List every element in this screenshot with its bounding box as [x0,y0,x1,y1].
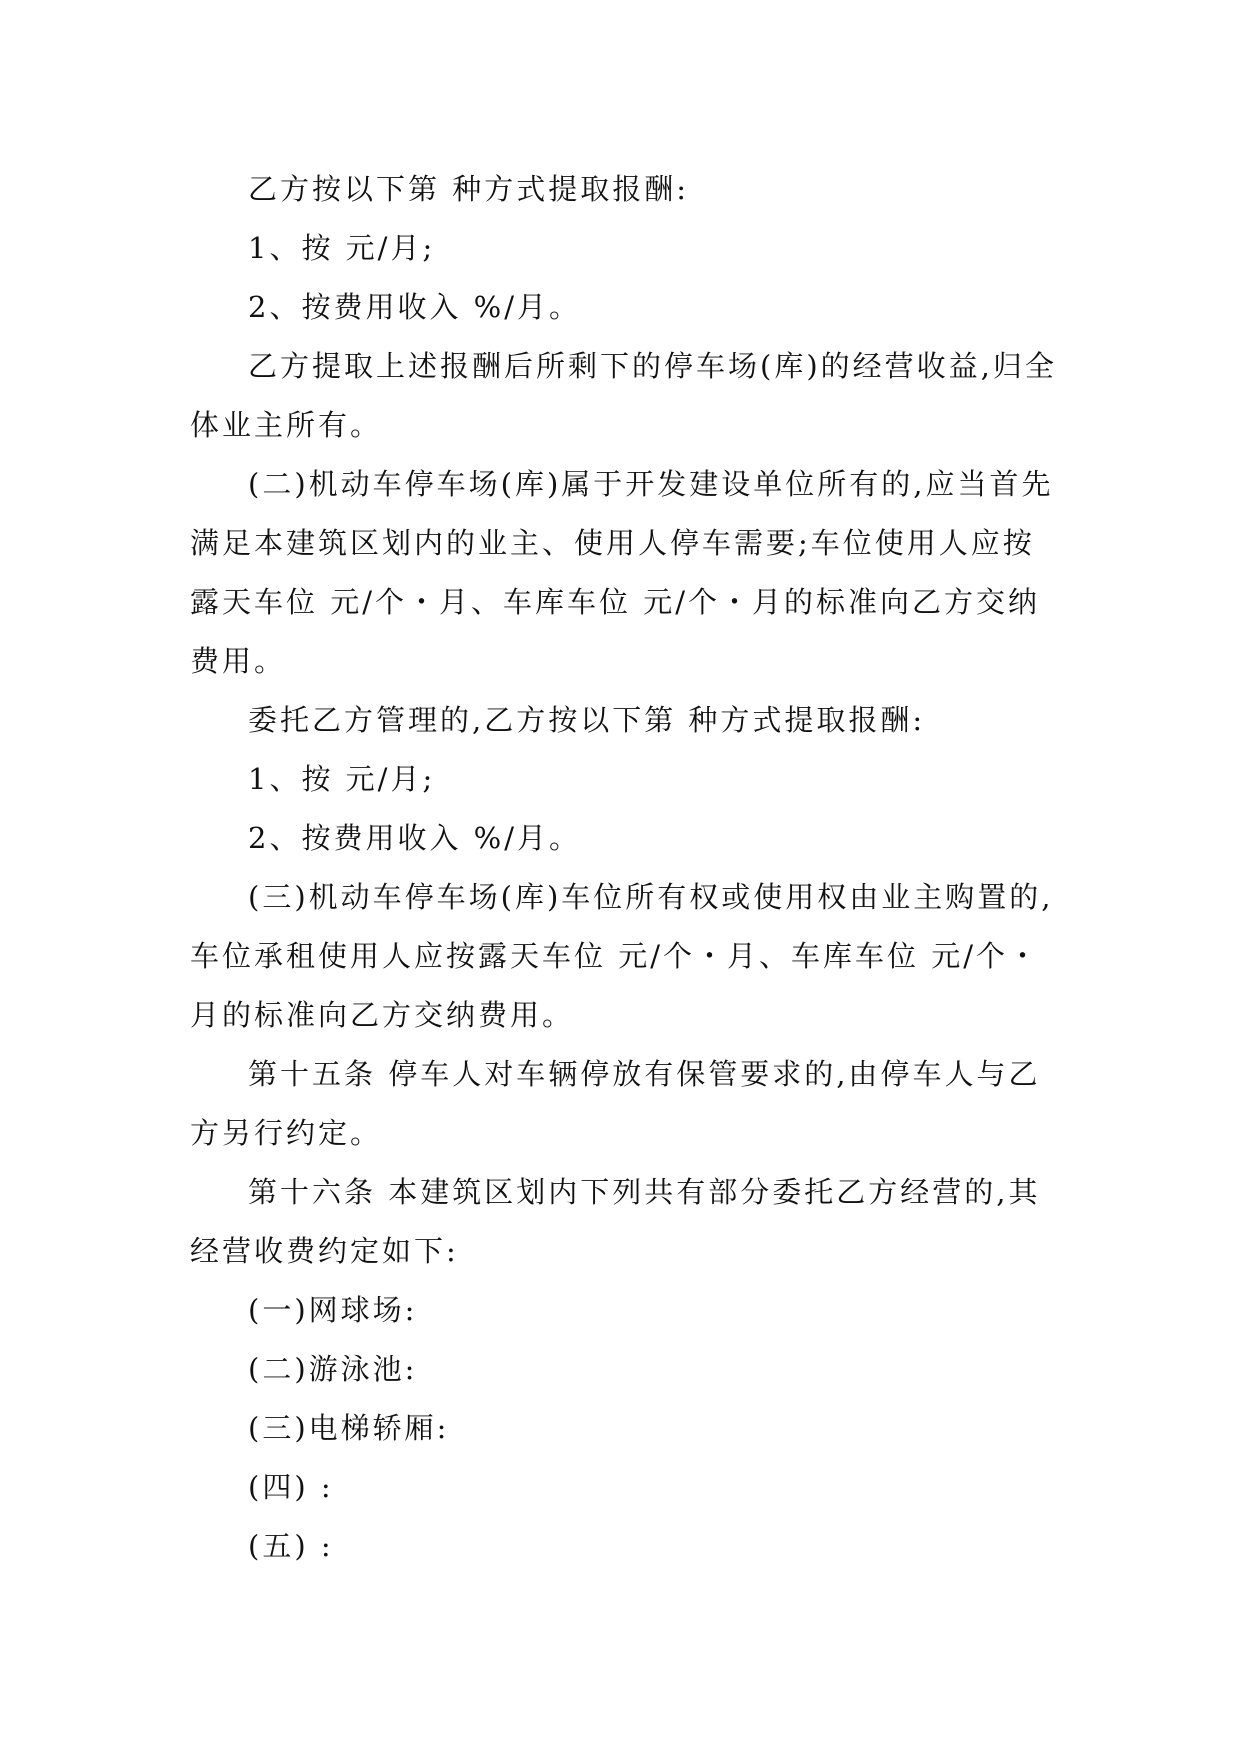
paragraph: 2、按费用收入 %/月。 [248,821,581,855]
paragraph: (三)机动车停车场(库)车位所有权或使用权由业主购置的,车位承租使用人应按露天车位 元/个・月、车库车位 元/个・月的标准向乙方交纳费用。 [190,880,1054,1032]
paragraph: 委托乙方管理的,乙方按以下第 种方式提取报酬: [248,703,926,737]
paragraph: 1、按 元/月; [248,762,436,796]
paragraph: 第十五条 停车人对车辆停放有保管要求的,由停车人与乙方另行约定。 [190,1057,1041,1150]
paragraph: 第十六条 本建筑区划内下列共有部分委托乙方经营的,其经营收费约定如下: [190,1175,1041,1268]
document-body [190,160,1060,1576]
paragraph: (三)电梯轿厢: [248,1411,450,1445]
paragraph: (二)游泳池: [248,1352,418,1386]
paragraph: 1、按 元/月; [248,231,436,265]
paragraph: 2、按费用收入 %/月。 [248,290,581,324]
paragraph: 乙方提取上述报酬后所剩下的停车场(库)的经营收益,归全体业主所有。 [190,349,1057,442]
paragraph: (二)机动车停车场(库)属于开发建设单位所有的,应当首先满足本建筑区划内的业主、使用人停车需要;车位使用人应按露天车位 元/个・月、车库车位 元/个・月的标准向乙方交纳费用。 [190,467,1054,678]
paragraph: (四) : [248,1470,334,1504]
paragraph: (五) : [248,1529,334,1563]
paragraph: (一)网球场: [248,1293,418,1327]
paragraph: 乙方按以下第 种方式提取报酬: [248,172,689,206]
